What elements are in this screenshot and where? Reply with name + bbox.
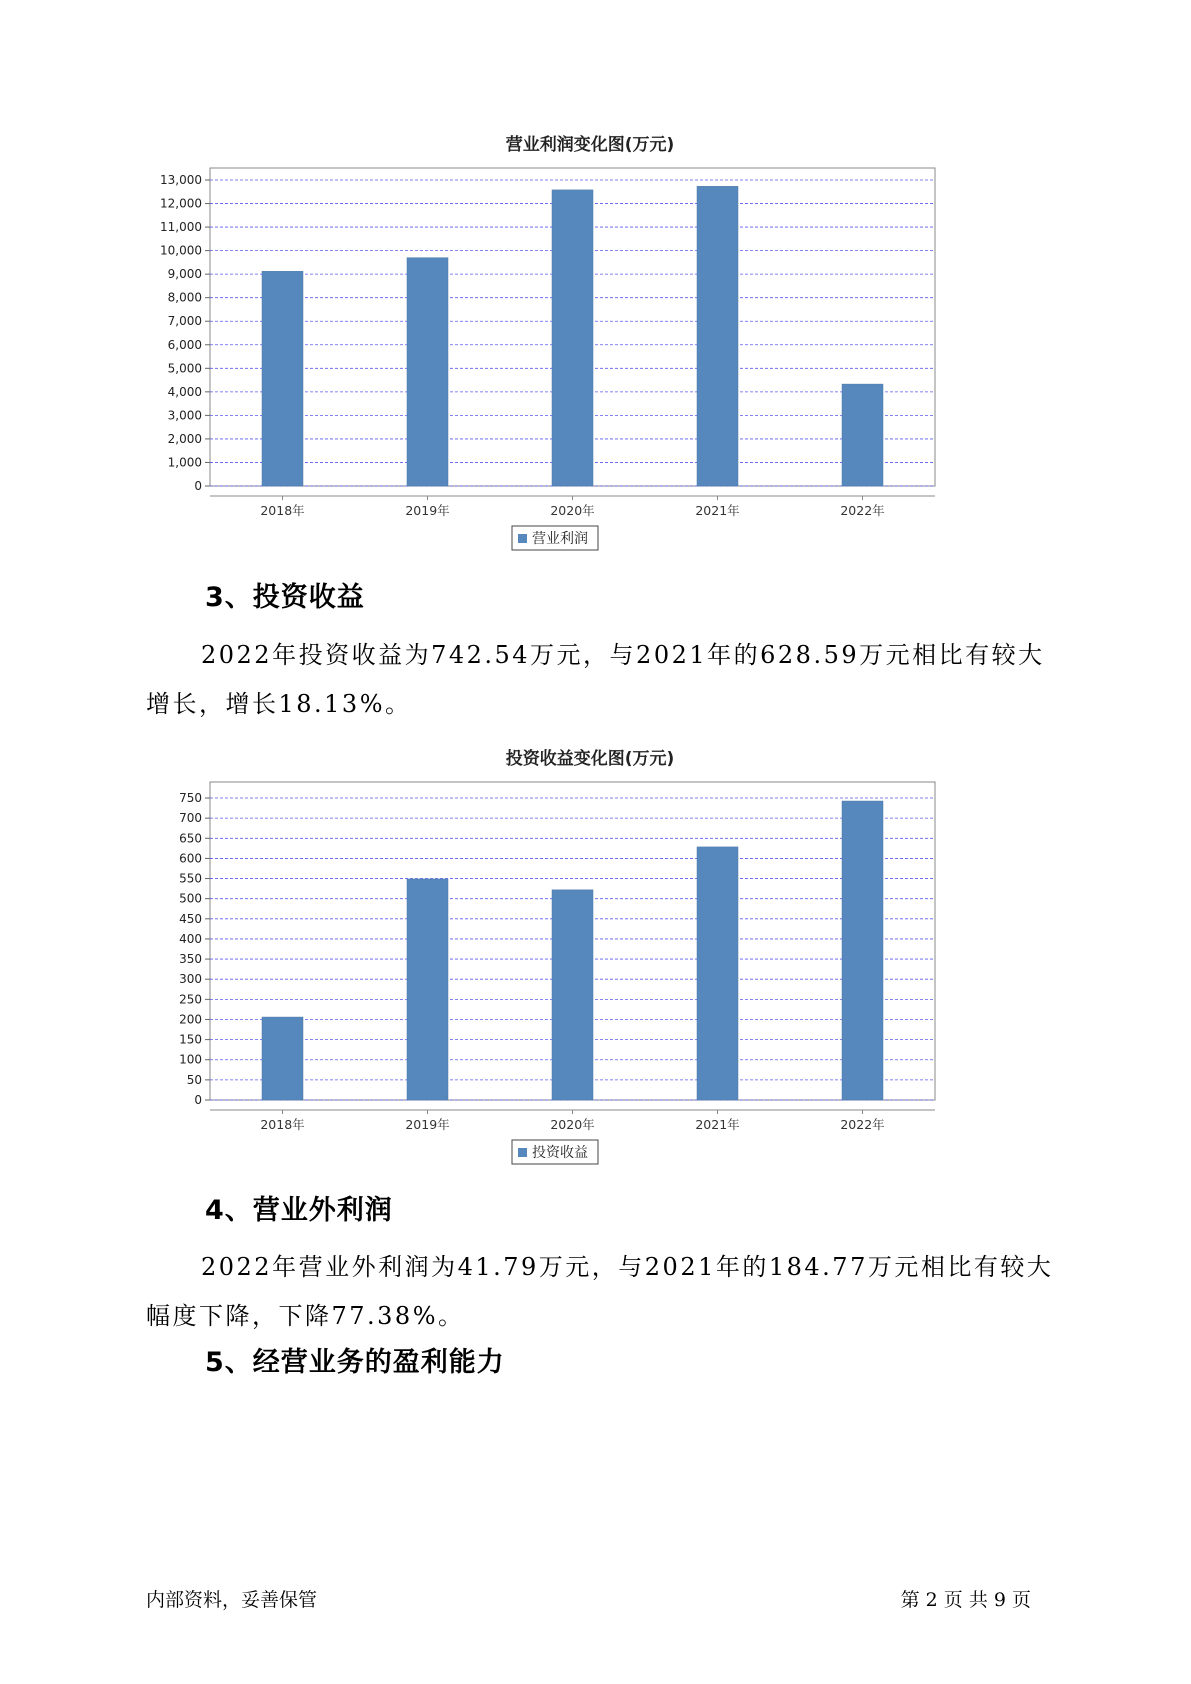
y-tick-label: 4,000 xyxy=(167,384,202,399)
y-tick-label: 0 xyxy=(194,1093,202,1107)
bar-5 xyxy=(842,384,883,486)
bar-5 xyxy=(842,801,883,1100)
y-tick-label: 6,000 xyxy=(167,337,202,352)
y-tick-label: 3,000 xyxy=(167,408,202,423)
legend-swatch xyxy=(518,1148,527,1157)
y-tick-label: 150 xyxy=(179,1032,202,1047)
y-tick-label: 10,000 xyxy=(160,243,202,258)
bar-4 xyxy=(697,847,738,1100)
legend-label: 投资收益 xyxy=(532,1145,588,1161)
y-tick-label: 700 xyxy=(179,811,202,826)
non-operating-profit-paragraph: 2022年营业外利润为41.79万元，与2021年的184.77万元相比有较大幅度下降，下降77.38%。 xyxy=(146,1253,1054,1330)
x-tick-label: 2022年 xyxy=(840,1117,885,1132)
y-tick-label: 250 xyxy=(179,992,202,1007)
x-tick-label: 2021年 xyxy=(695,503,740,518)
y-tick-label: 5,000 xyxy=(167,361,202,376)
operating-profit-chart xyxy=(150,130,1030,579)
x-tick-label: 2019年 xyxy=(405,503,450,518)
x-tick-label: 2020年 xyxy=(550,1117,595,1132)
y-tick-label: 11,000 xyxy=(160,220,202,235)
legend-label: 营业利润 xyxy=(532,531,588,547)
y-tick-label: 13,000 xyxy=(160,173,202,187)
y-tick-label: 8,000 xyxy=(167,290,202,305)
y-tick-label: 300 xyxy=(179,972,202,987)
x-tick-label: 2021年 xyxy=(695,1117,740,1132)
x-tick-label: 2022年 xyxy=(840,503,885,518)
section-heading-non-operating-profit: 4、营业外利润 xyxy=(205,1195,393,1226)
y-tick-label: 550 xyxy=(179,871,202,886)
bar-4 xyxy=(697,186,738,486)
y-tick-label: 600 xyxy=(179,851,202,866)
y-tick-label: 1,000 xyxy=(167,455,202,470)
bar-3 xyxy=(552,890,593,1100)
operating-profit-svg xyxy=(150,155,1030,575)
bar-2 xyxy=(407,879,448,1100)
section-heading-investment-income: 3、投资收益 xyxy=(205,582,365,613)
x-tick-label: 2019年 xyxy=(405,1117,450,1132)
y-tick-label: 350 xyxy=(179,952,202,967)
footer-page-number: 第 2 页 共 9 页 xyxy=(900,1589,1031,1611)
bar-3 xyxy=(552,190,593,486)
bar-1 xyxy=(262,271,303,486)
x-tick-label: 2018年 xyxy=(260,503,305,518)
investment-income-chart xyxy=(150,744,1030,1193)
y-tick-label: 750 xyxy=(179,791,202,806)
y-tick-label: 650 xyxy=(179,831,202,846)
investment-income-paragraph: 2022年投资收益为742.54万元，与2021年的628.59万元相比有较大增长，增长18.13%。 xyxy=(146,641,1045,718)
y-tick-label: 12,000 xyxy=(160,196,202,211)
y-tick-label: 9,000 xyxy=(167,267,202,282)
y-tick-label: 200 xyxy=(179,1012,202,1027)
chart-title: 营业利润变化图(万元) xyxy=(505,135,675,155)
chart-title: 投资收益变化图(万元) xyxy=(505,749,675,769)
bar-2 xyxy=(407,258,448,486)
investment-income-svg xyxy=(150,769,1030,1189)
y-tick-label: 100 xyxy=(179,1052,202,1067)
x-tick-label: 2018年 xyxy=(260,1117,305,1132)
y-tick-label: 0 xyxy=(194,479,202,493)
footer-confidential-note: 内部资料，妥善保管 xyxy=(146,1589,318,1611)
y-tick-label: 7,000 xyxy=(167,314,202,329)
legend-swatch xyxy=(518,534,527,543)
y-tick-label: 500 xyxy=(179,891,202,906)
section-heading-profitability: 5、经营业务的盈利能力 xyxy=(205,1347,505,1378)
y-tick-label: 450 xyxy=(179,911,202,926)
y-tick-label: 400 xyxy=(179,931,202,946)
bar-1 xyxy=(262,1017,303,1100)
y-tick-label: 2,000 xyxy=(167,431,202,446)
y-tick-label: 50 xyxy=(186,1072,202,1087)
x-tick-label: 2020年 xyxy=(550,503,595,518)
